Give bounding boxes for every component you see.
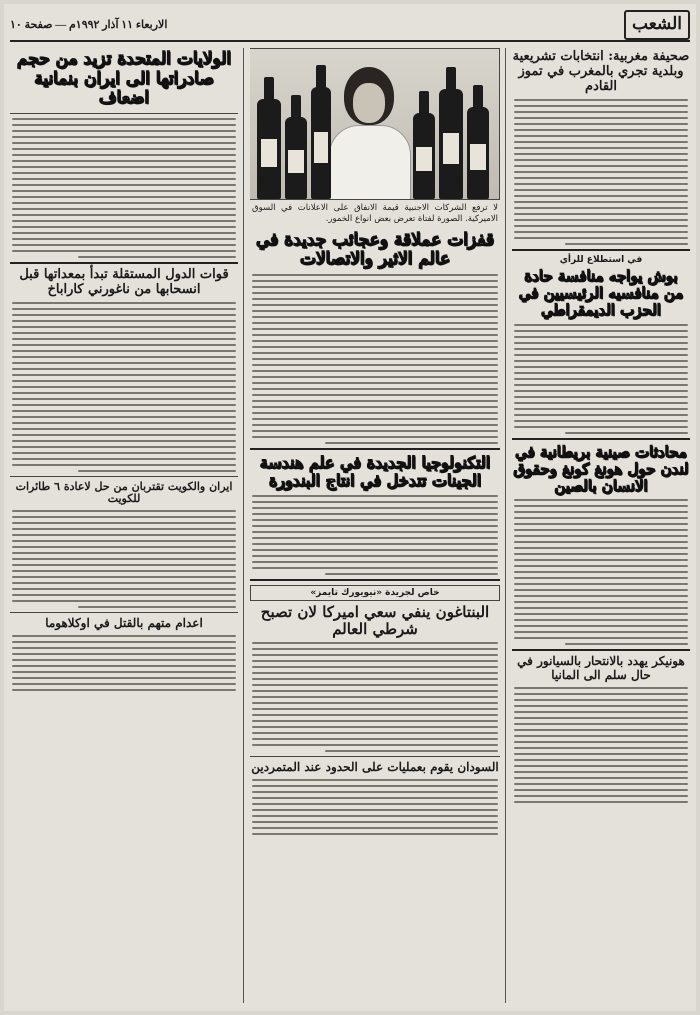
headline-oklahoma: اعدام متهم بالقتل في اوكلاهوما <box>45 615 203 630</box>
headline-iran-kuwait: ايران والكويت تقتربان من حل لاعادة ٦ طائرات للكويت <box>15 479 233 506</box>
article-body <box>512 324 690 434</box>
wine-bottles-photo <box>250 48 500 200</box>
left-column <box>10 48 238 1003</box>
headline-karabakh: قوات الدول المستقلة تبدأ بمعداتها قبل انسحابها من ناغورني كاراباخ <box>19 266 229 297</box>
photo-caption: لا ترفع الشركات الاجنبية قيمة الانفاق على الاعلانات في السوق الاميركية. الصورة لفتاة تعرض بعض انواع الخمور. <box>252 203 498 225</box>
article-body <box>10 635 238 691</box>
right-column <box>512 48 690 1003</box>
headline-us-exports-iran: الولايات المتحدة تزيد من حجم صادراتها الى ايران بنمانية اضعاف <box>16 49 232 109</box>
headline-honecker: هونيكر يهدد بالانتحار بالسيانور في حال سلم الى المانيا <box>517 654 685 683</box>
kicker-nyt: خاص لجريدة «نيويورك تايمز» <box>250 585 500 601</box>
dateline: الاربعاء ١١ آذار ١٩٩٢م — صفحة ١٠ <box>10 19 168 31</box>
article-body <box>512 687 690 803</box>
article-body <box>250 274 500 444</box>
headline-telecom-leaps: قفزات عملاقة وعجائب جديدة في عالم الاثير والاتصالات <box>255 229 495 270</box>
article-body <box>250 779 500 835</box>
article-body <box>512 99 690 245</box>
kicker-poll: في استطلاع للرأي <box>559 254 643 265</box>
article-body <box>10 510 238 608</box>
headline-morocco-elections: صحيفة مغربية: انتخابات تشريعية وبلدية تجري بالمغرب في تموز القادم <box>512 49 690 94</box>
article-body <box>250 495 500 575</box>
newspaper-page <box>4 4 696 1011</box>
headline-china-britain-talks: محادثات صينية بريطانية في لندن حول هونغ كونغ وحقوق الانسان بالصين <box>513 442 689 496</box>
headline-genetic-tomato: التكنولوجيا الجديدة في علم هندسة الجينات تتدخل في انتاج البندورة <box>259 453 491 491</box>
middle-column <box>250 48 500 1003</box>
article-body <box>10 302 238 472</box>
article-body <box>512 499 690 645</box>
article-body <box>10 118 238 258</box>
masthead-logo: الشعب <box>624 10 690 40</box>
headline-sudan: السودان يقوم بعمليات على الحدود عند المتمردين <box>251 760 499 775</box>
page-header <box>10 10 690 42</box>
article-body <box>250 642 500 752</box>
headline-bush-rivals: بوش يواجه منافسة حادة من منافسيه الرئيسيين في الحزب الديمقراطي <box>518 266 684 320</box>
headline-pentagon: البنتاغون ينفي سعي اميركا لان تصبح شرطي العالم <box>260 602 490 639</box>
